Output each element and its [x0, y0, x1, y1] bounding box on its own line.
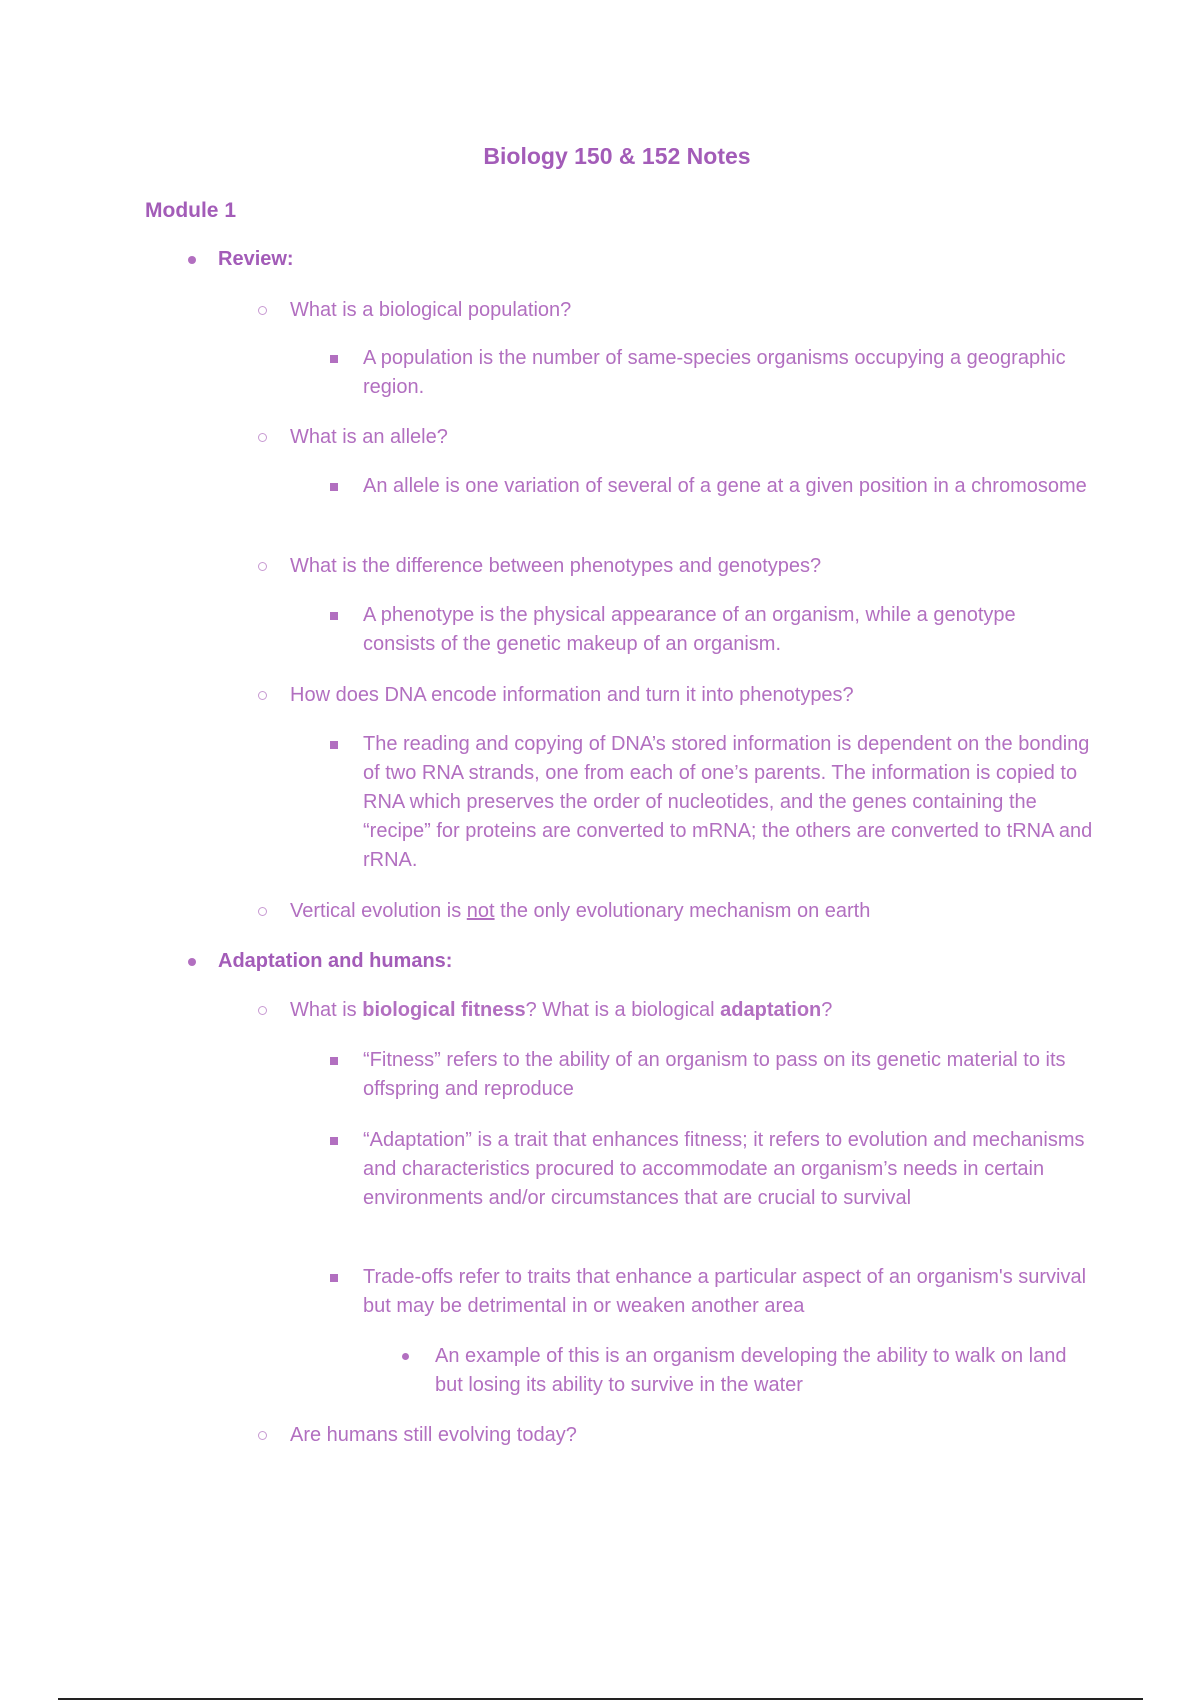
example-text: An example of this is an organism developing the ability to walk on land but losing its ability to survive in the water: [435, 1345, 1067, 1396]
answer-text: Trade-offs refer to traits that enhance a particular aspect of an organism's survival but may be detrimental in or weaken another area: [363, 1266, 1087, 1317]
bullet-square-icon: [328, 730, 348, 759]
answer-text: The reading and copying of DNA’s stored information is dependent on the bonding of two RNA strands, one from each of one’s parents. The information is copied to RNA which preserves the order of nucleotides, and the genes containing the “recipe” for proteins are converted to mRNA; the others are converted to tRNA and rRNA.: [363, 733, 1093, 871]
bullet-dot-icon: [183, 245, 203, 274]
answer-text: An allele is one variation of several of a gene at a given position in a chromosome: [363, 475, 1087, 497]
bold-term: biological fitness: [362, 999, 526, 1021]
bullet-circle-icon: [255, 897, 275, 926]
bullet-square-icon: [328, 1263, 348, 1292]
question-text: What is an allele?: [290, 426, 448, 448]
module-heading: Module 1: [145, 199, 237, 222]
underlined-word: not: [466, 900, 495, 922]
question-text: What is biological fitness? What is a biological adaptation?: [290, 999, 833, 1021]
adaptation-heading: Adaptation and humans:: [218, 950, 453, 972]
answer-text: A population is the number of same-species organisms occupying a geographic region.: [363, 347, 1066, 398]
answer-text: “Fitness” refers to the ability of an organism to pass on its genetic material to its offspring and reproduce: [363, 1049, 1066, 1100]
bullet-square-icon: [328, 1046, 348, 1075]
review-heading: Review:: [218, 248, 294, 270]
bullet-square-icon: [328, 1126, 348, 1155]
statement-text: Vertical evolution is not the only evolutionary mechanism on earth: [290, 900, 871, 922]
bullet-square-icon: [328, 472, 348, 501]
bullet-circle-icon: [255, 1421, 275, 1450]
question-text: Are humans still evolving today?: [290, 1424, 577, 1446]
question-text: What is the difference between phenotypes and genotypes?: [290, 555, 822, 577]
bullet-square-icon: [328, 601, 348, 630]
document-title: Biology 150 & 152 Notes: [483, 143, 751, 169]
bullet-dot-icon: [183, 947, 203, 976]
bullet-circle-icon: [255, 681, 275, 710]
bullet-square-icon: [328, 344, 348, 373]
bullet-circle-icon: [255, 552, 275, 581]
bullet-circle-icon: [255, 296, 275, 325]
answer-text: “Adaptation” is a trait that enhances fitness; it refers to evolution and mechanisms and characteristics procured to accommodate an organism’s needs in certain environments and/or circumstances that are crucial to survival: [363, 1129, 1085, 1209]
bullet-dot-icon: [400, 1342, 420, 1371]
question-text: What is a biological population?: [290, 299, 572, 321]
answer-text: A phenotype is the physical appearance of an organism, while a genotype consists of the genetic makeup of an organism.: [363, 604, 1016, 655]
bold-term: adaptation: [720, 999, 822, 1021]
question-text: How does DNA encode information and turn it into phenotypes?: [290, 684, 854, 706]
bullet-circle-icon: [255, 423, 275, 452]
bullet-circle-icon: [255, 996, 275, 1025]
